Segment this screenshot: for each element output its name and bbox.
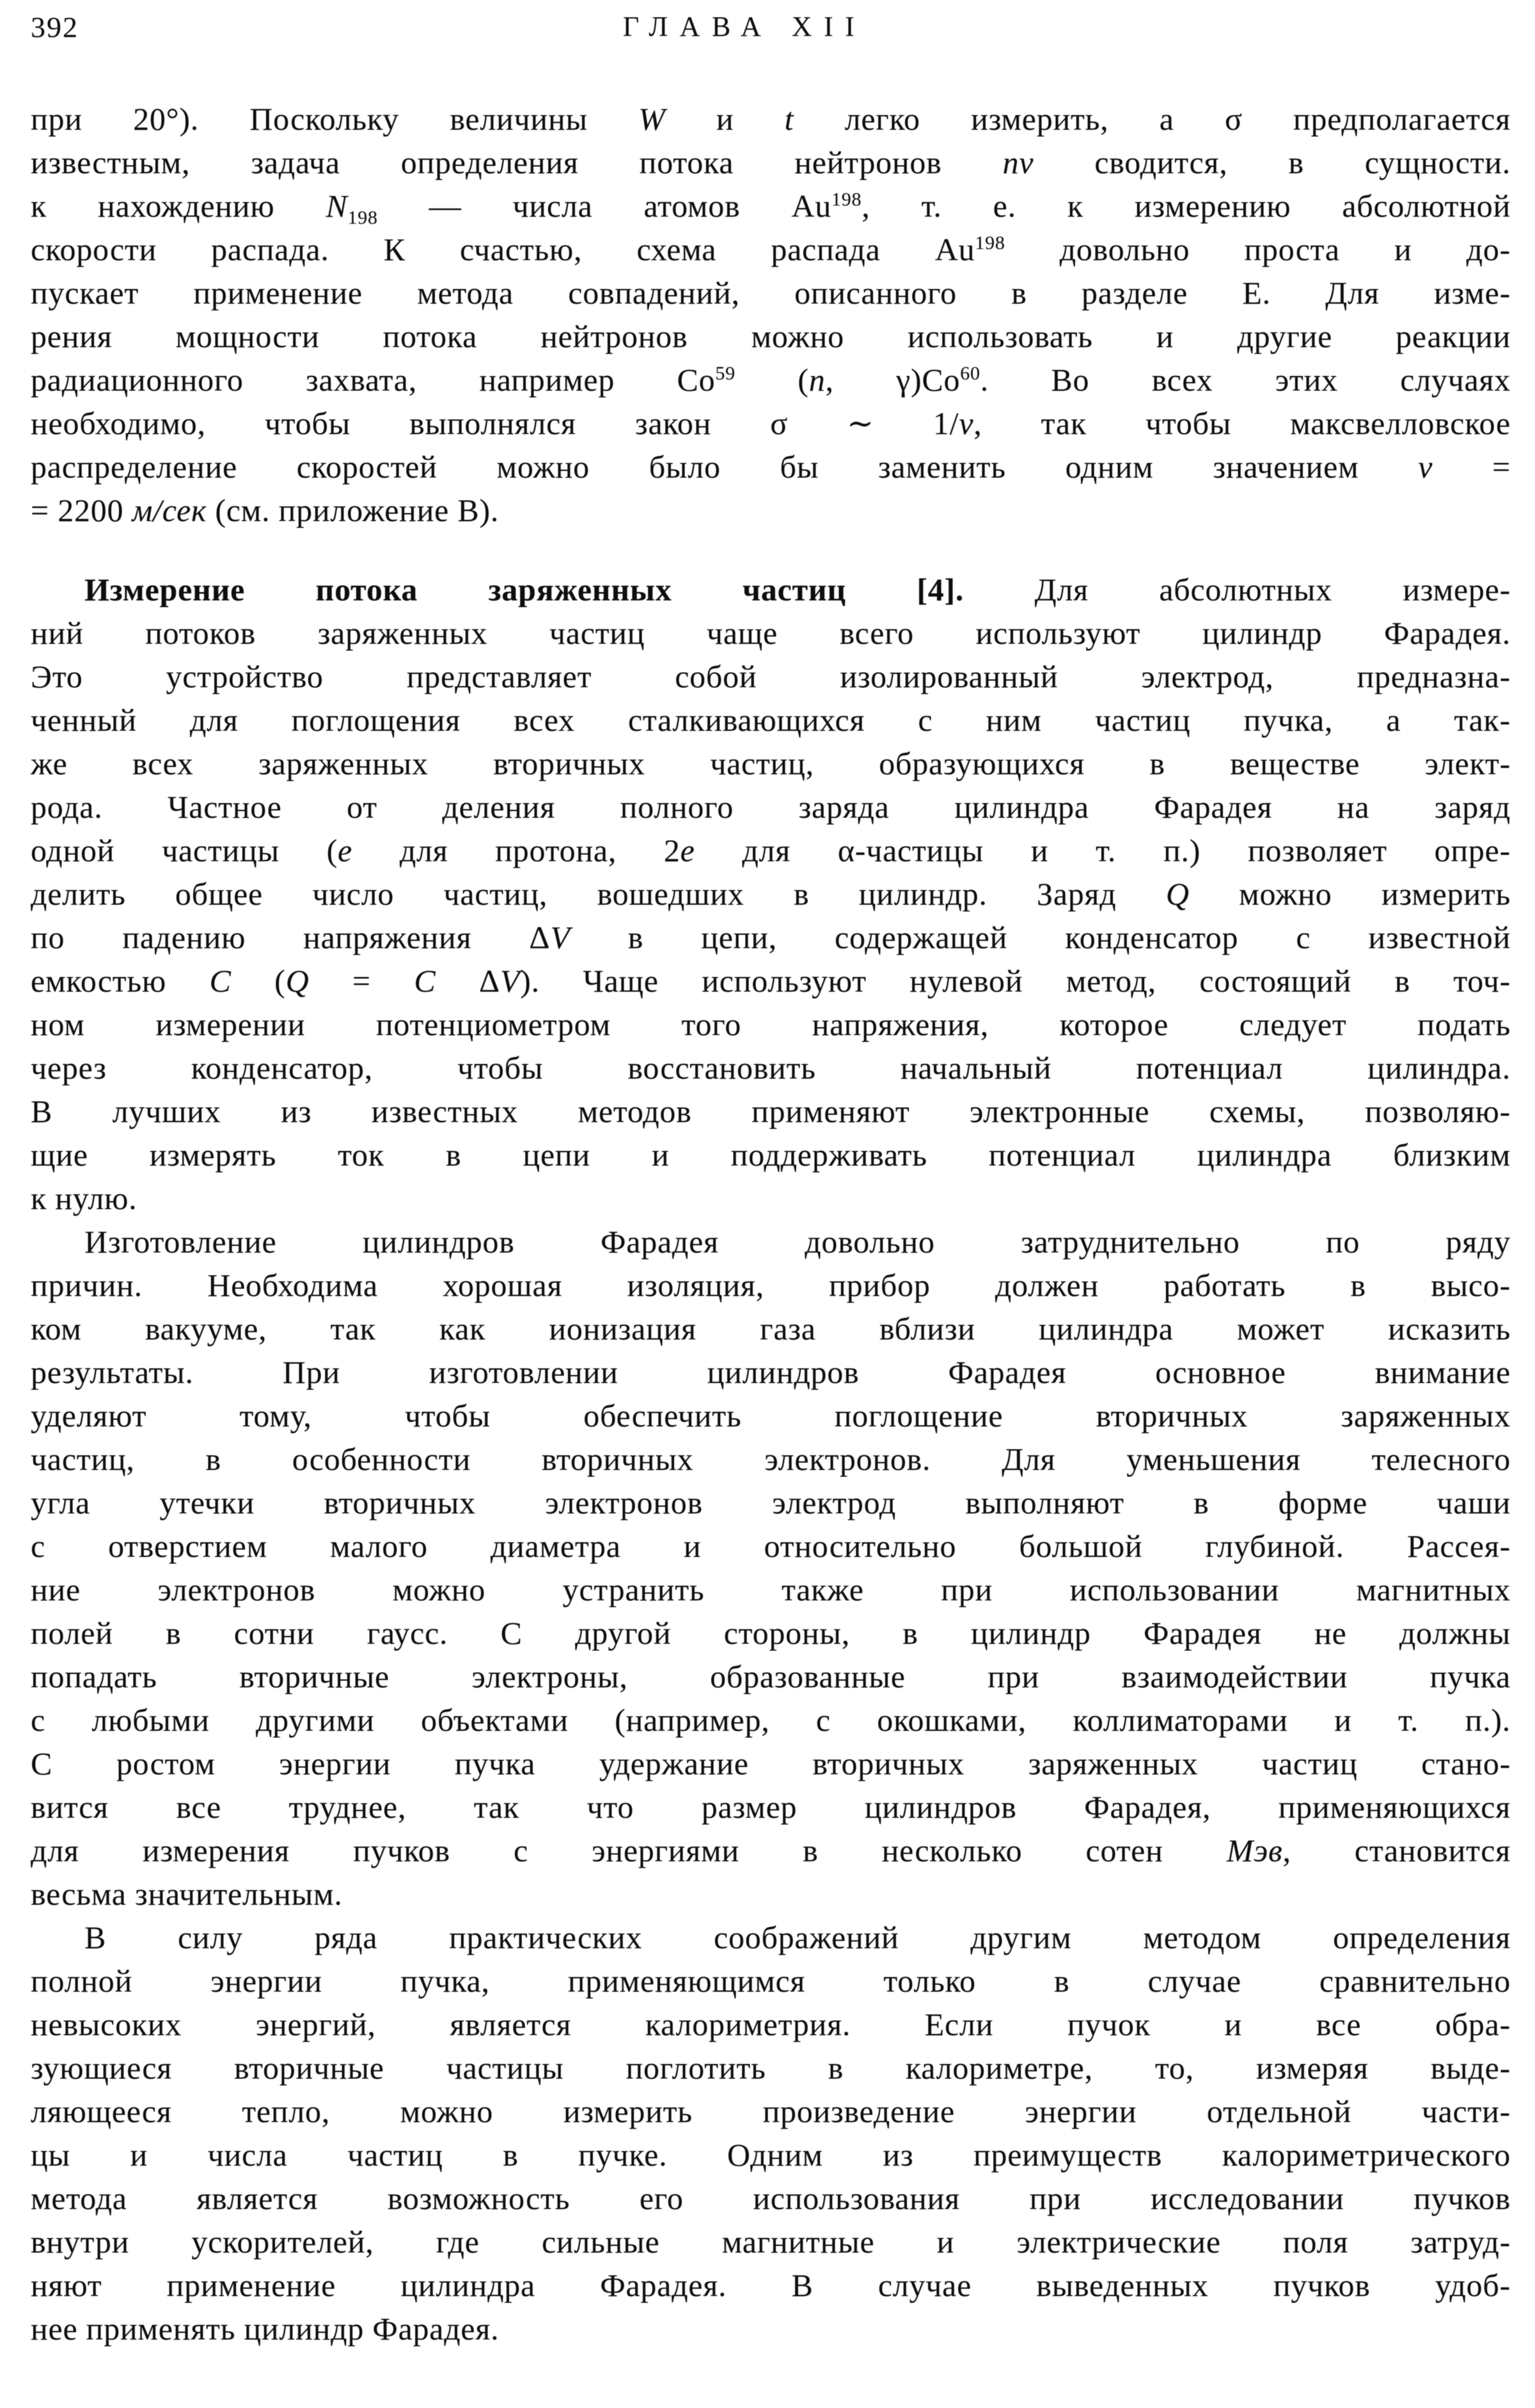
text-line: ном измерении потенциометром того напряжения, которое следует подать: [31, 1006, 1511, 1042]
text-line: няют применение цилиндра Фарадея. В случае выведенных пучков удоб-: [31, 2267, 1511, 2303]
text-line: попадать вторичные электроны, образованные при взаимодействии пучка: [31, 1659, 1511, 1694]
text-line: Изготовление цилиндров Фарадея довольно затруднительно по ряду: [84, 1224, 1511, 1260]
text-line: внутри ускорителей, где сильные магнитные и электрические поля затруд-: [31, 2224, 1511, 2260]
paragraph: [31, 568, 1511, 1220]
text-line: к нахождению $N_{198}$ — числа атомов Au$^{198}$, т. е. к измерению абсолютной: [31, 188, 1511, 228]
text-line: вится все труднее, так что размер цилиндров Фарадея, применяющихся: [31, 1789, 1511, 1825]
text-line: рода. Частное от деления полного заряда цилиндра Фарадея на заряд: [31, 789, 1511, 825]
text-line: ляющееся тепло, можно измерить произведение энергии отдельной части-: [31, 2093, 1511, 2129]
text-line: зующиеся вторичные частицы поглотить в калориметре, то, измеряя выде-: [31, 2050, 1511, 2086]
text-line: делить общее число частиц, вошедших в цилиндр. Заряд Q можно измерить: [31, 876, 1511, 912]
text-line: Это устройство представляет собой изолированный электрод, предназна-: [31, 659, 1511, 694]
text-line: скорости распада. К счастью, схема распада Au$^{198}$ довольно проста и до-: [31, 231, 1511, 267]
text-column: [31, 97, 1511, 2350]
text-line: В силу ряда практических соображений другим методом определения: [84, 1919, 1511, 1955]
text-line: = 2200 м/сек (см. приложение В).: [31, 492, 500, 528]
text-line: результаты. При изготовлении цилиндров Фарадея основное внимание: [31, 1354, 1511, 1390]
text-line: С ростом энергии пучка удержание вторичных заряженных частиц стано-: [31, 1746, 1511, 1781]
text-line: при 20°). Поскольку величины W и t легко измерить, а σ предполагается: [31, 101, 1511, 137]
text-line: весьма значительным.: [31, 1876, 343, 1912]
text-line: через конденсатор, чтобы восстановить начальный потенциал цилиндра.: [31, 1050, 1511, 1086]
text-line: невысоких энергий, является калориметрия. Если пучок и все обра-: [31, 2006, 1511, 2042]
text-line: ченный для поглощения всех сталкивающихся с ним частиц пучка, а так-: [31, 702, 1511, 738]
text-line: с любыми другими объектами (например, с окошками, коллиматорами и т. п.).: [31, 1702, 1511, 1738]
text-line: метода является возможность его использования при исследовании пучков: [31, 2180, 1511, 2216]
text-line: ние электронов можно устранить также при использовании магнитных: [31, 1572, 1511, 1607]
text-line: для измерения пучков с энергиями в несколько сотен Мэв, становится: [31, 1833, 1511, 1868]
text-line: угла утечки вторичных электронов электрод выполняют в форме чаши: [31, 1485, 1511, 1521]
text-line: уделяют тому, чтобы обеспечить поглощение вторичных заряженных: [31, 1398, 1511, 1434]
text-line: же всех заряженных вторичных частиц, образующихся в веществе элект-: [31, 746, 1511, 781]
text-line: к нулю.: [31, 1180, 138, 1216]
page-number: 392: [31, 11, 79, 43]
text-line: щие измерять ток в цепи и поддерживать потенциал цилиндра близким: [31, 1137, 1511, 1173]
text-line: Измерение потока заряженных частиц [4]. Для абсолютных измере-: [84, 572, 1511, 607]
text-line: с отверстием малого диаметра и относительно большой глубиной. Рассея-: [31, 1528, 1511, 1564]
text-line: необходимо, чтобы выполнялся закон σ ∼ 1/v, так чтобы максвелловское: [31, 405, 1511, 441]
running-header: [31, 10, 1509, 55]
text-line: цы и числа частиц в пучке. Одним из преимуществ калориметрического: [31, 2137, 1511, 2173]
text-line: нее применять цилиндр Фарадея.: [31, 2311, 500, 2347]
text-line: полей в сотни гаусс. С другой стороны, в цилиндр Фарадея не должны: [31, 1615, 1511, 1651]
paragraph: [31, 1916, 1511, 2350]
text-line: ком вакууме, так как ионизация газа вблизи цилиндра может исказить: [31, 1311, 1511, 1347]
text-line: емкостью C (Q = C ΔV). Чаще используют нулевой метод, состоящий в точ-: [31, 963, 1511, 999]
text-line: одной частицы (e для протона, 2e для α-частицы и т. п.) позволяет опре-: [31, 833, 1511, 868]
text-line: причин. Необходима хорошая изоляция, прибор должен работать в высо-: [31, 1267, 1511, 1303]
text-line: по падению напряжения ΔV в цепи, содержащей конденсатор с известной: [31, 919, 1511, 955]
chapter-heading: ГЛАВА XII: [622, 11, 867, 42]
text-line: рения мощности потока нейтронов можно использовать и другие реакции: [31, 318, 1511, 354]
text-line: распределение скоростей можно было бы заменить одним значением v =: [31, 449, 1511, 485]
text-line: полной энергии пучка, применяющимся только в случае сравнительно: [31, 1963, 1511, 1999]
text-line: частиц, в особенности вторичных электронов. Для уменьшения телесного: [31, 1441, 1511, 1477]
paragraph: [31, 97, 1511, 532]
text-line: В лучших из известных методов применяют электронные схемы, позволяю-: [31, 1093, 1511, 1129]
text-line: радиационного захвата, например Co$^{59}$ (n, γ)Co$^{60}$. Во всех этих случаях: [31, 362, 1511, 398]
text-line: известным, задача определения потока нейтронов nv сводится, в сущности.: [31, 145, 1511, 180]
paragraph: [31, 1220, 1511, 1916]
text-line: ний потоков заряженных частиц чаще всего используют цилиндр Фарадея.: [31, 615, 1511, 651]
text-line: пускает применение метода совпадений, описанного в разделе Е. Для изме-: [31, 275, 1511, 311]
